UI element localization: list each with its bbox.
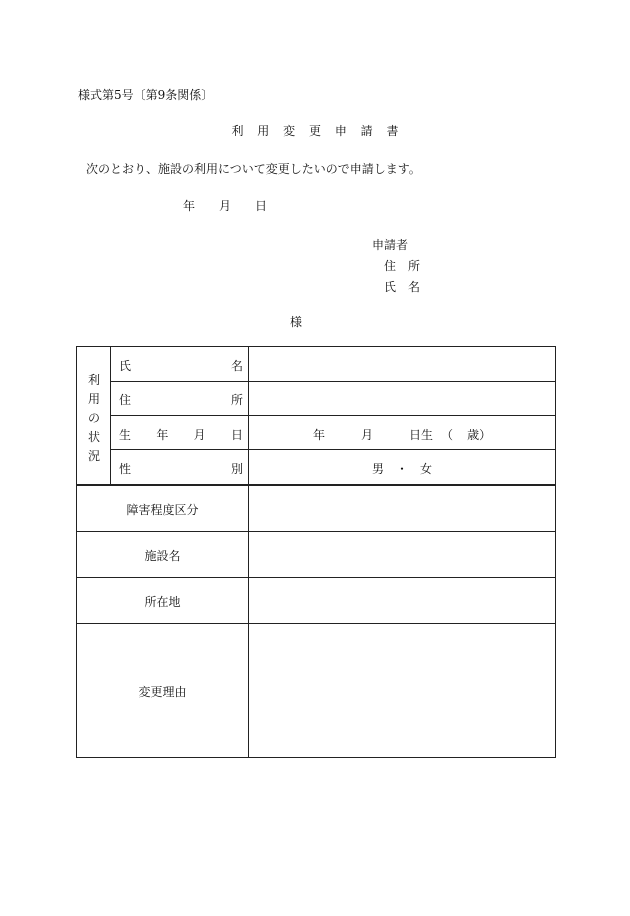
disability-category-label: 障害程度区分: [126, 503, 199, 517]
form-number-label: 様式第5号〔第9条関係〕: [78, 88, 214, 102]
address-field[interactable]: [249, 382, 555, 414]
gender-field[interactable]: 男 ・ 女: [371, 462, 432, 476]
location-label: 所在地: [144, 595, 181, 609]
date-day: 日: [255, 199, 268, 213]
title-char: 申: [334, 124, 347, 138]
date-year: 年: [183, 199, 196, 213]
title-char: 書: [386, 124, 399, 138]
document-title: [0, 122, 630, 139]
change-reason-label: 変更理由: [138, 685, 187, 699]
birthdate-label: 生 年 月 日: [119, 428, 243, 442]
location-field[interactable]: [249, 579, 555, 622]
facility-name-label: 施設名: [144, 549, 181, 563]
applicant-name-label: 氏 名: [384, 280, 421, 294]
date-month: 月: [219, 199, 232, 213]
birthdate-field[interactable]: 年 月 日生 （ 歳）: [313, 428, 492, 442]
facility-name-field[interactable]: [249, 533, 555, 576]
usage-status-header: 利 用 の 状 況: [87, 373, 100, 463]
title-char: 請: [360, 124, 373, 138]
disability-category-field[interactable]: [249, 487, 555, 530]
gender-label: 性 別: [119, 462, 243, 476]
title-char: 用: [257, 124, 270, 138]
name-field[interactable]: [249, 348, 555, 380]
applicant-label: 申請者: [372, 238, 409, 252]
usage-table: [76, 346, 556, 758]
title-char: 更: [308, 124, 321, 138]
applicant-address-label: 住 所: [384, 259, 421, 273]
intro-text: 次のとおり、施設の利用について変更したいので申請します。: [86, 162, 421, 176]
address-label: 住 所: [119, 393, 243, 407]
title-char: 利: [231, 124, 244, 138]
application-date: [183, 197, 267, 214]
name-label: 氏 名: [119, 359, 243, 373]
applicant-block: [372, 235, 420, 298]
addressee-suffix: 様: [290, 315, 303, 329]
change-reason-field[interactable]: [249, 625, 555, 757]
title-char: 変: [283, 124, 296, 138]
